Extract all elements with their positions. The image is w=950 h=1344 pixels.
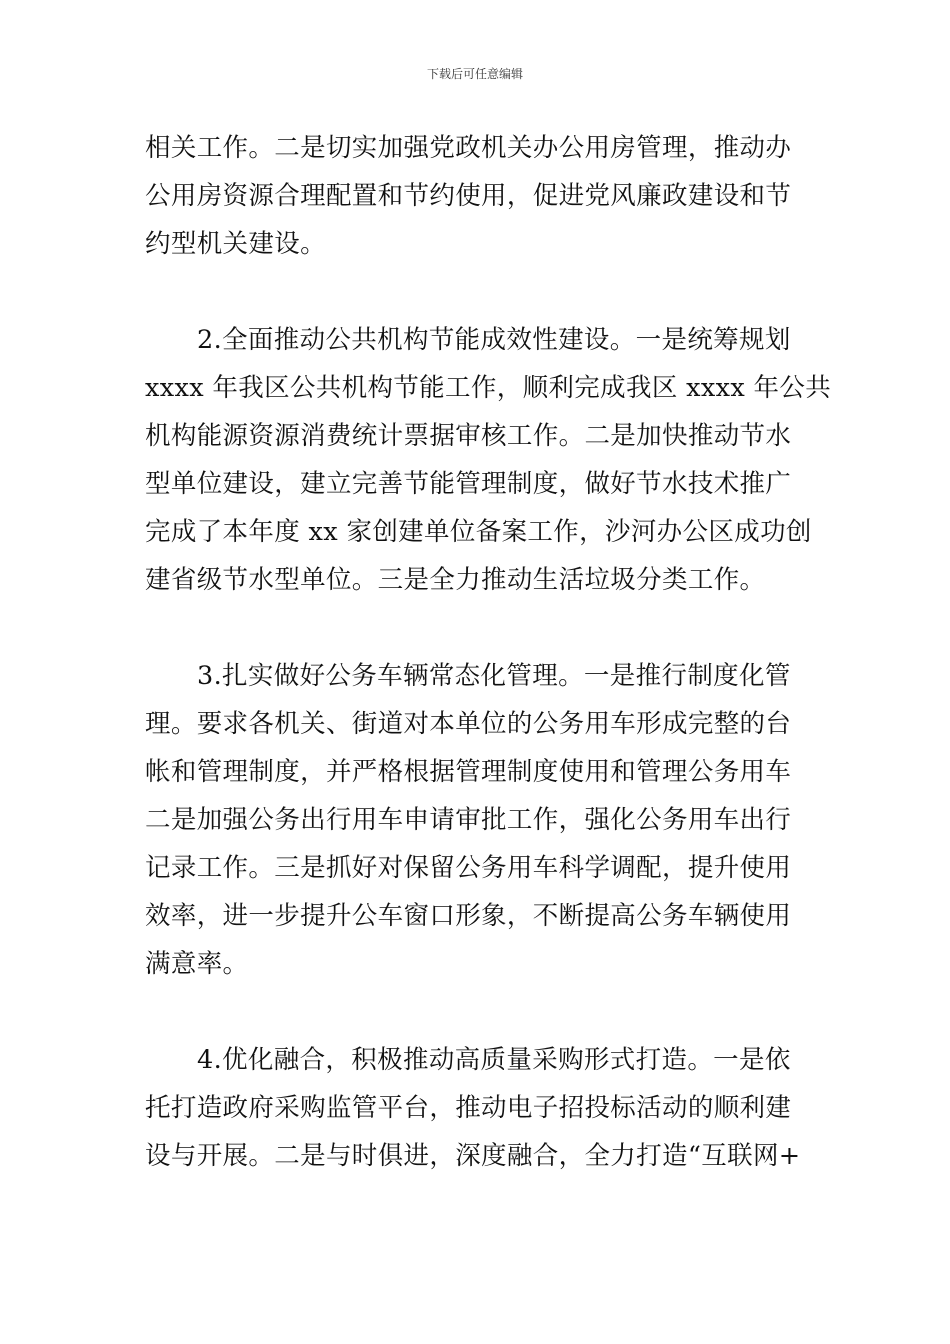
text-line: 4.优化融合，积极推动高质量采购形式打造。一是依 xyxy=(197,1045,791,1075)
paragraph-office-space xyxy=(145,124,807,268)
text-line: 型单位建设，建立完善节能管理制度，做好节水技术推广 xyxy=(145,469,792,499)
paragraph-spacer xyxy=(145,604,807,652)
paragraph-procurement xyxy=(145,1036,807,1180)
text-line: 机构能源资源消费统计票据审核工作。二是加快推动节水 xyxy=(145,421,792,451)
text-line: 二是加强公务出行用车申请审批工作，强化公务用车出行 xyxy=(145,805,792,835)
text-line: 帐和管理制度，并严格根据管理制度使用和管理公务用车 xyxy=(145,757,792,787)
text-line: 设与开展。二是与时俱进，深度融合，全力打造“互联网+ xyxy=(145,1141,801,1171)
paragraph-spacer xyxy=(145,988,807,1036)
paragraph-energy-saving xyxy=(145,316,832,604)
text-line: 完成了本年度 xx 家创建单位备案工作，沙河办公区成功创 xyxy=(145,517,812,547)
text-line: 3.扎实做好公务车辆常态化管理。一是推行制度化管 xyxy=(197,661,791,691)
text-line: 记录工作。三是抓好对保留公务用车科学调配，提升使用 xyxy=(145,853,792,883)
text-line: 理。要求各机关、街道对本单位的公务用车形成完整的台 xyxy=(145,709,792,739)
paragraph-spacer xyxy=(145,268,807,316)
page-header: 下载后可任意编辑 xyxy=(426,67,523,81)
text-line: 约型机关建设。 xyxy=(145,229,326,259)
text-line: 效率，进一步提升公车窗口形象，不断提高公务车辆使用 xyxy=(145,901,792,931)
text-line: 建省级节水型单位。三是全力推动生活垃圾分类工作。 xyxy=(145,565,766,595)
text-line: xxxx 年我区公共机构节能工作，顺利完成我区 xxxx 年公共 xyxy=(145,373,832,403)
paragraph-vehicle-management xyxy=(145,652,807,988)
text-line: 相关工作。二是切实加强党政机关办公用房管理，推动办 xyxy=(145,133,792,163)
text-line: 满意率。 xyxy=(145,949,249,979)
text-line: 公用房资源合理配置和节约使用，促进党风廉政建设和节 xyxy=(145,181,792,211)
text-line: 托打造政府采购监管平台，推动电子招投标活动的顺利建 xyxy=(145,1093,792,1123)
document-body xyxy=(145,124,832,1180)
text-line: 2.全面推动公共机构节能成效性建设。一是统筹规划 xyxy=(197,325,791,355)
